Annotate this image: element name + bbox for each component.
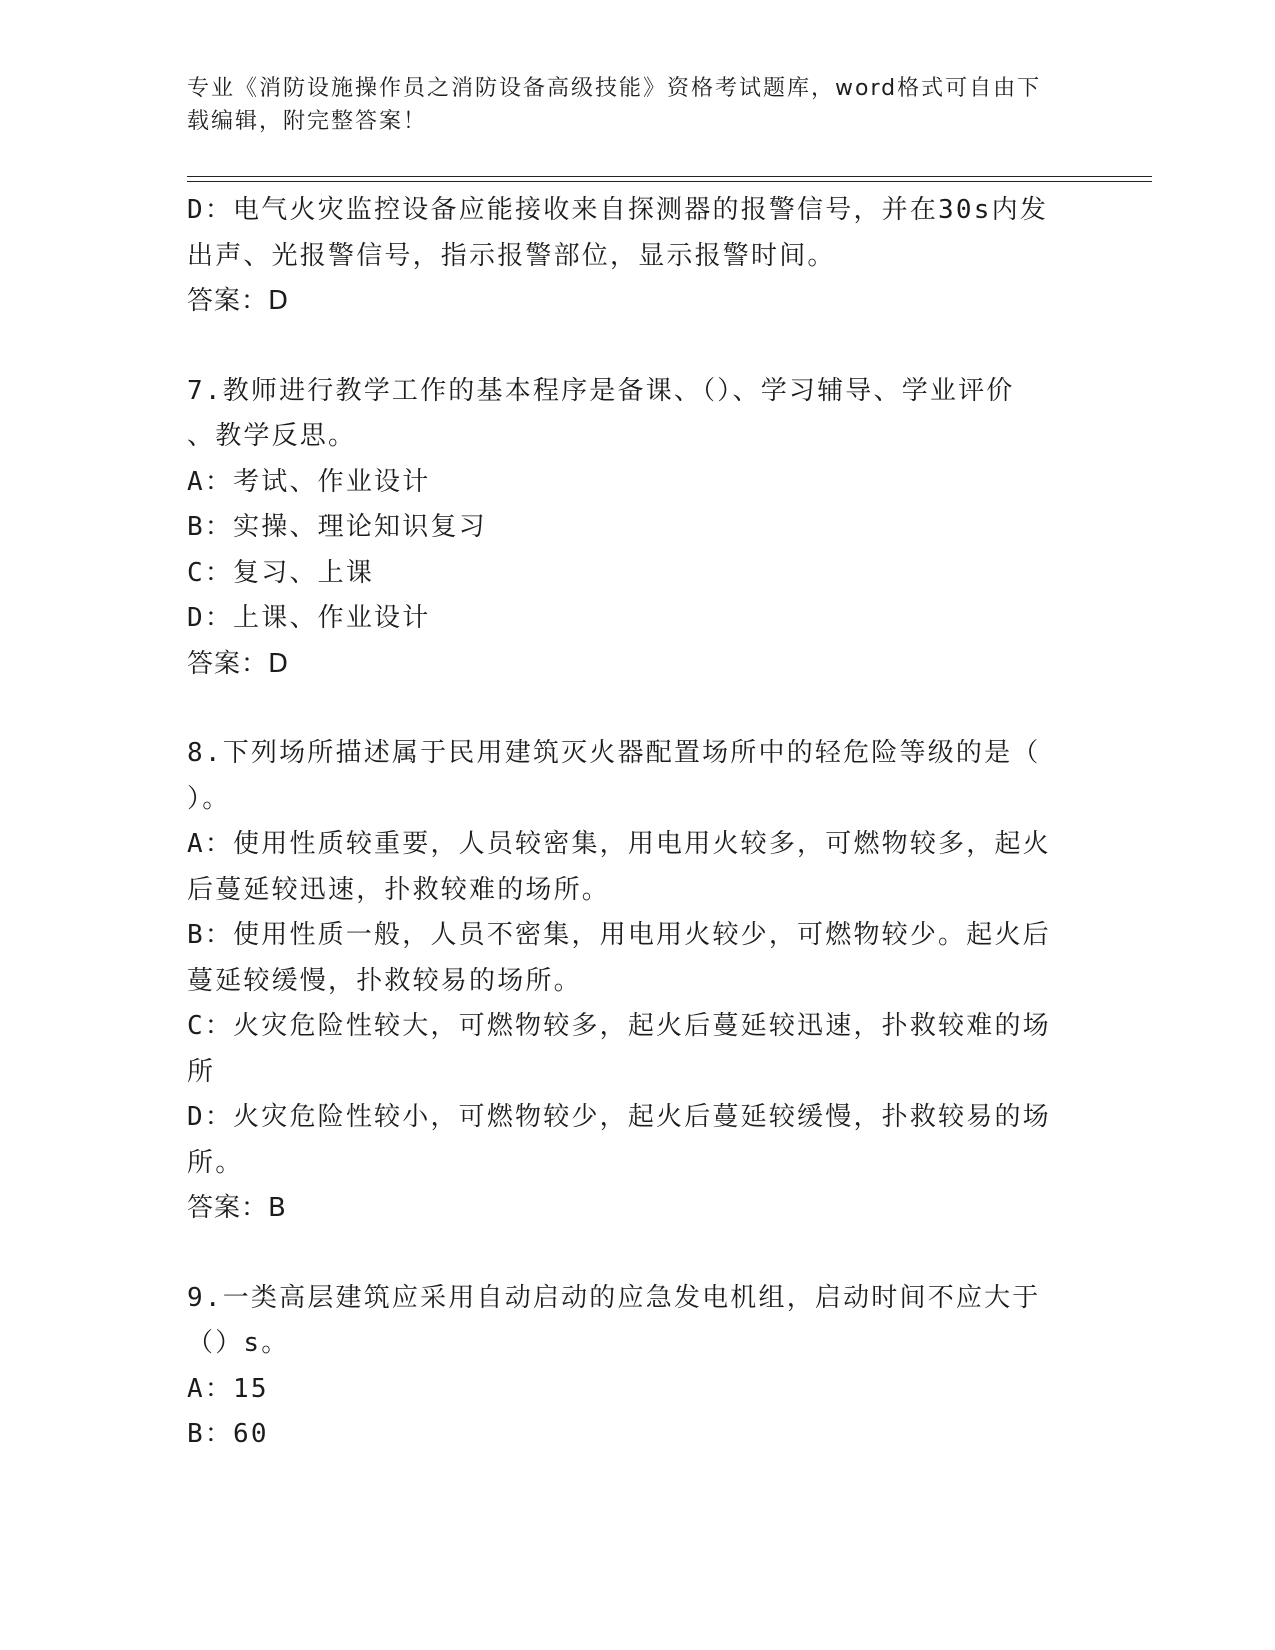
q8-option-c-line-2: 所 — [187, 1056, 216, 1087]
spacer — [187, 325, 1087, 369]
q7-option-a: A：考试、作业设计 — [187, 466, 431, 497]
q9-stem-line-2: （）s。 — [187, 1328, 290, 1358]
spacer — [187, 687, 1087, 731]
q9-option-b: B：60 — [187, 1419, 269, 1449]
header-divider-bottom — [187, 181, 1152, 182]
q6-answer: 答案：D — [187, 286, 290, 316]
header-divider-top — [187, 176, 1152, 177]
q9-option-a: A：15 — [187, 1373, 269, 1404]
q8-option-b-line-1: B：使用性质一般，人员不密集，用电用火较少，可燃物较少。起火后 — [187, 920, 1051, 950]
question-8 — [187, 731, 1087, 1232]
q8-option-d-line-1: D：火灾危险性较小，可燃物较少，起火后蔓延较缓慢，扑救较易的场 — [187, 1102, 1051, 1132]
q8-stem-line-2: ）。 — [187, 783, 231, 814]
q7-stem-line-1: 7.教师进行教学工作的基本程序是备课、（）、学习辅导、学业评价 — [187, 375, 1015, 406]
q8-option-b-line-2: 蔓延较缓慢，扑救较易的场所。 — [187, 965, 582, 996]
q9-stem-line-1: 9.一类高层建筑应采用自动启动的应急发电机组，启动时间不应大于 — [187, 1282, 1041, 1313]
header-line-1: 专业《消防设施操作员之消防设备高级技能》资格考试题库，word格式可自由下 — [187, 76, 1042, 101]
question-content — [187, 188, 1087, 1458]
question-7 — [187, 369, 1087, 688]
question-9 — [187, 1276, 1087, 1458]
q8-option-c-line-1: C：火灾危险性较大，可燃物较多，起火后蔓延较迅速，扑救较难的场 — [187, 1011, 1051, 1041]
q8-option-a-line-2: 后蔓延较迅速，扑救较难的场所。 — [187, 874, 611, 905]
q8-stem-line-1: 8.下列场所描述属于民用建筑灭火器配置场所中的轻危险等级的是（ — [187, 738, 1041, 768]
spacer — [187, 1232, 1087, 1276]
q7-answer: 答案：D — [187, 648, 290, 679]
q8-answer: 答案：B — [187, 1193, 287, 1223]
q7-stem-line-2: 、教学反思。 — [187, 421, 357, 451]
q7-option-c: C：复习、上课 — [187, 557, 375, 588]
q7-option-d: D：上课、作业设计 — [187, 603, 431, 633]
question-6 — [187, 188, 1087, 325]
q7-option-b: B：实操、理论知识复习 — [187, 512, 487, 542]
q8-option-d-line-2: 所。 — [187, 1147, 244, 1178]
q6-option-d-line-1: D：电气火灾监控设备应能接收来自探测器的报警信号，并在30s内发 — [187, 195, 1049, 225]
header-line-2: 载编辑，附完整答案！ — [187, 109, 428, 134]
q6-option-d-line-2: 出声、光报警信号，指示报警部位，显示报警时间。 — [187, 240, 836, 271]
document-header — [187, 72, 1077, 138]
q8-option-a-line-1: A：使用性质较重要，人员较密集，用电用火较多，可燃物较多，起火 — [187, 829, 1051, 859]
